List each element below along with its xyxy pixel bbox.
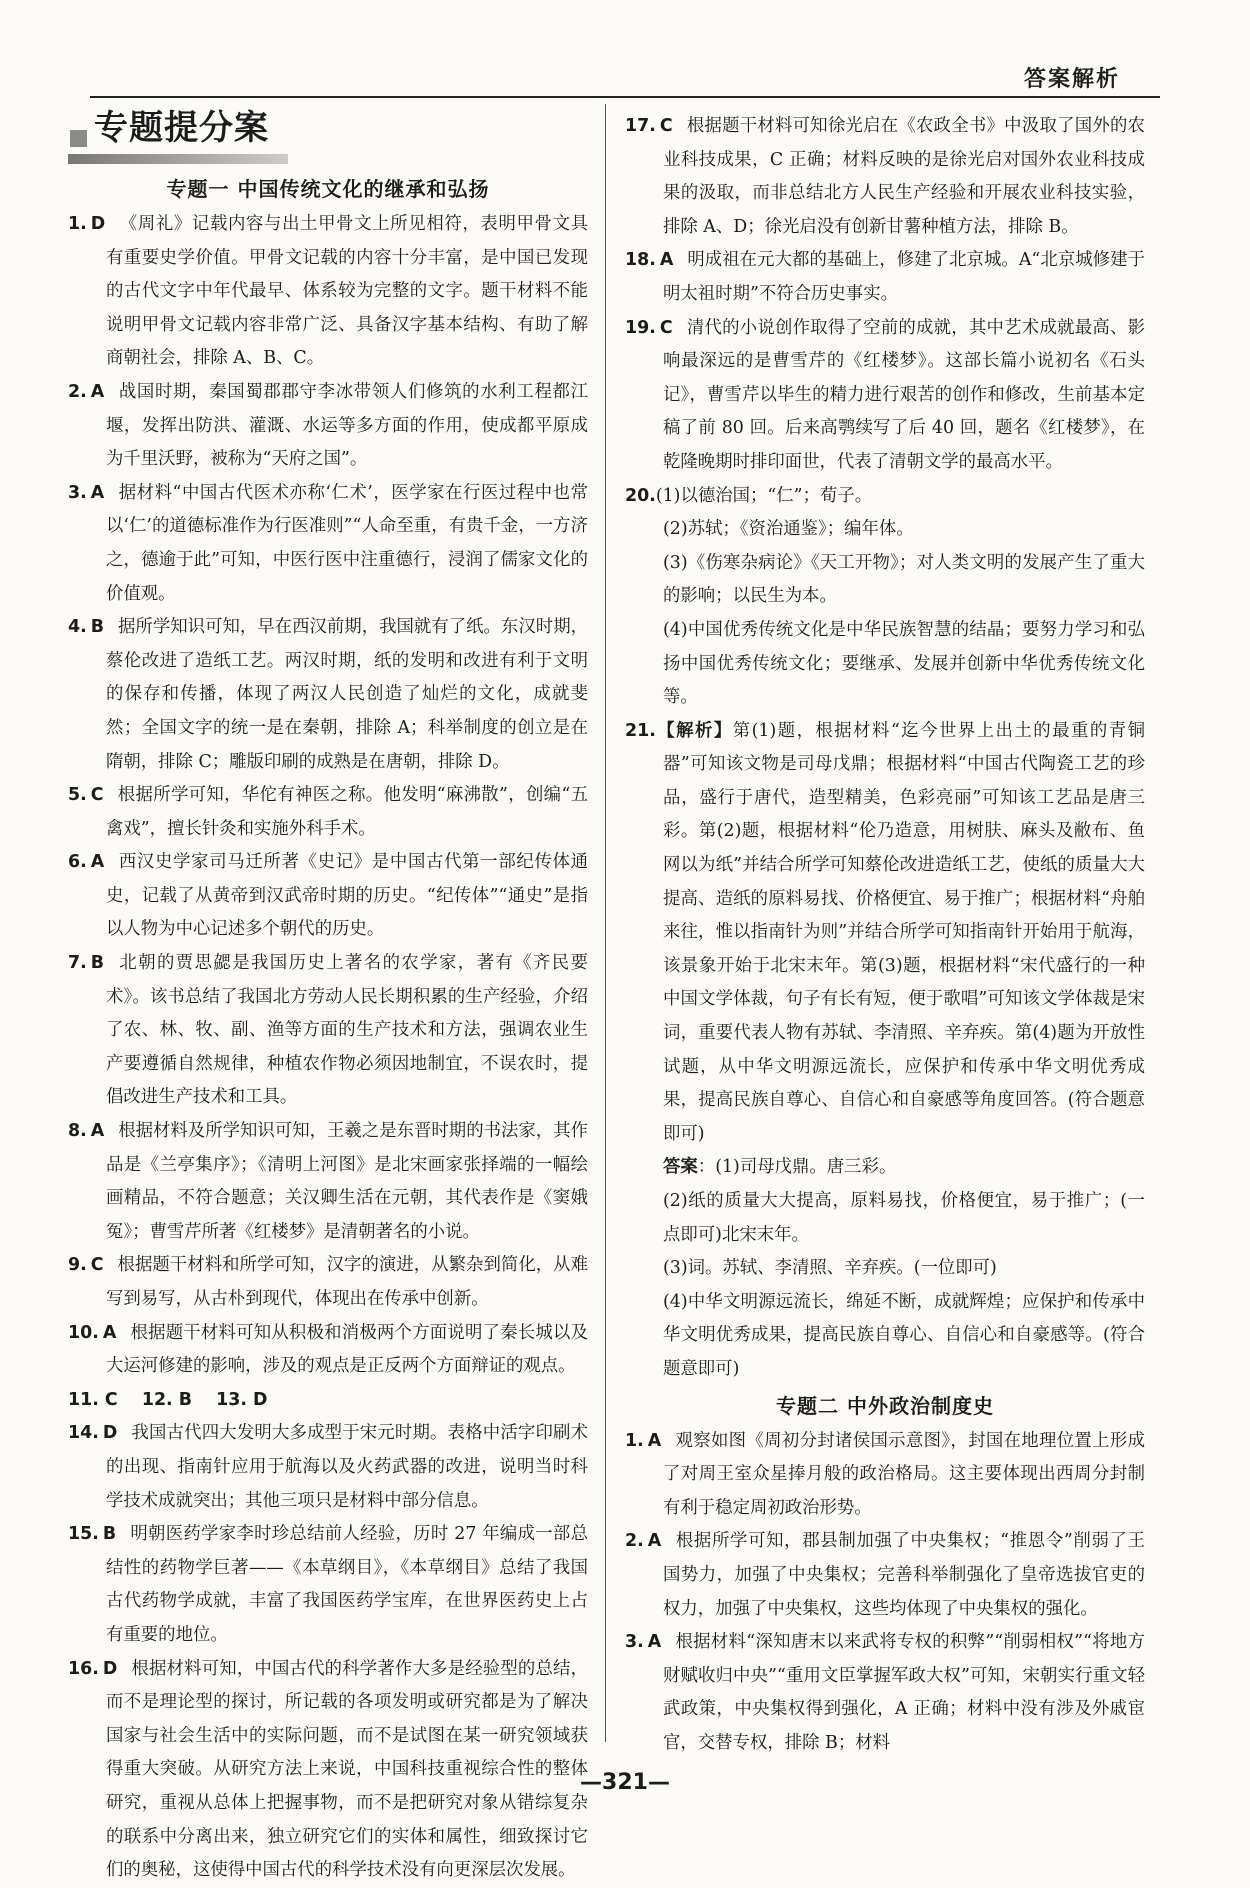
item-answer: A [90,1121,105,1142]
answer-item [68,947,588,1115]
answer-item [625,244,1145,311]
item-number: 7. [68,953,87,974]
item-line: (2)苏轼；《资治通鉴》；编年体。 [663,519,914,540]
answer-item [68,477,588,611]
item-answer: A [647,1632,662,1653]
section-banner [68,110,588,166]
item-answer: A [90,482,105,503]
item-number: 2. [625,1531,644,1552]
item-explanation: 明成祖在元大都的基础上，修建了北京城。A“北京城修建于明太祖时期”不符合历史事实。 [663,250,1145,304]
answer-item [68,1115,588,1249]
item-explanation: 根据题干材料和所学可知，汉字的演进，从繁杂到简化，从难写到易写，从古朴到现代，体现出在传承中创新。 [106,1255,588,1309]
item-explanation: 战国时期，秦国蜀郡郡守李冰带领人们修筑的水利工程都江堰，发挥出防洪、灌溉、水运等多方面的作用，使成都平原成为千里沃野，被称为“天府之国”。 [106,381,588,470]
item-answer: B [102,1524,117,1545]
item-explanation: 《周礼》记载内容与出土甲骨文上所见相符，表明甲骨文具有重要史学价值。甲骨文记载的内容十分丰富，是中国已发现的古代文字中年代最早、体系较为完整的文字。题干材料不能说明甲骨文记载内容非常广泛、具备汉字基本结构、有助了解商朝社会，排除 A、B、C。 [106,214,588,369]
answer-item [68,1249,588,1316]
answer-item [625,480,1145,514]
answer-item [68,779,588,846]
answer-line: (3)词。苏轼、李清照、辛弃疾。(一位即可) [663,1258,997,1279]
item-explanation: 我国古代四大发明大多成型于宋元时期。表格中活字印刷术的出现、指南针应用于航海以及火药武器的改进，说明当时科学技术成就突出；其他三项只是材料中部分信息。 [106,1423,588,1511]
section-title: 专题一 中国传统文化的继承和弘扬 [166,177,490,201]
answer-label: 答案 [663,1157,698,1178]
item-answer: C [90,785,104,806]
item-explanation: 观察如图《周初分封诸侯国示意图》，封国在地理位置上形成了对周王室众星捧月般的政治格局。这主要体现出西周分封制有利于稳定周初政治形势。 [663,1430,1145,1518]
item-number: 8. [68,1121,87,1142]
item-answer: C [90,1255,104,1276]
item-explanation: 根据材料及所学知识可知，王羲之是东晋时期的书法家，其作品是《兰亭集序》；《清明上河图》是北宋画家张择端的一幅绘画精品，不符合题意；关汉卿生活在元朝，其代表作是《窦娥冤》；曹雪芹所著《红楼梦》是清朝著名的小说。 [106,1121,588,1242]
item-number: 14. [68,1423,99,1444]
item-answer: C [659,317,673,338]
item-number: 15. [68,1524,99,1545]
item-explanation: 据材料“中国古代医术亦称‘仁术’，医学家在行医过程中也常以‘仁’的道德标准作为行医准则”“人命至重，有贵千金，一方济之，德逾于此”可知，中医行医中注重德行，浸润了儒家文化的价值观。 [106,482,588,604]
item-explanation: 清代的小说创作取得了空前的成就，其中艺术成就最高、影响最深远的是曹雪芹的《红楼梦》。这部长篇小说初名《石头记》，曹雪芹以毕生的精力进行艰苦的创作和修改，生前基本定稿了前 80 回。后来高鹗续写了后 40 回，题名《红楼梦》，在乾隆晚期时排印面世，代表了清朝文学的最高水平。 [663,317,1145,472]
item-number: 19. [625,317,656,338]
item-number: 1. [625,1430,644,1451]
item-number: 10. [68,1322,99,1343]
item-answer: A [102,1322,117,1343]
section-title: 专题二 中外政治制度史 [776,1393,994,1418]
left-column [68,110,588,1888]
answer-line: (4)中华文明源远流长，绵延不断，成就辉煌；应保护和传承中华文明优秀成果，提高民族自尊心、自信心和自豪感等。(符合题意即可) [663,1291,1145,1379]
banner-bar [68,154,288,164]
answer-item [68,611,588,779]
item-answer: A [90,381,105,402]
answer-line: (2)纸的质量大大提高，原料易找，价格便宜，易于推广；(一点即可)北宋末年。 [663,1191,1145,1245]
item-answer: A [647,1430,662,1451]
answer-item [625,110,1145,244]
item-explanation: 根据题干材料可知从积极和消极两个方面说明了秦长城以及大运河修建的影响，涉及的观点是正反两个方面辩证的观点。 [106,1322,588,1377]
answer-line [625,1151,1145,1185]
item-number: 21. [625,720,656,741]
item-number: 1. [68,214,87,234]
answer-item [625,715,1145,1152]
answer-item [625,1626,1145,1760]
answer-item [68,1417,588,1518]
answer-item [68,1518,588,1652]
item-line: (4)中国优秀传统文化是中华民族智慧的结晶；要努力学习和弘扬中国优秀传统文化；要继承、发展并创新中华优秀传统文化等。 [663,619,1145,708]
answer-item [625,1425,1145,1526]
item-explanation: 第(1)题，根据材料“迄今世界上出土的最重的青铜器”可知该文物是司母戊鼎；根据材料“中国古代陶瓷工艺的珍品，盛行于唐代，造型精美，色彩亮丽”可知该工艺品是唐三彩。第(2)题，根据材料“伦乃造意，用树肤、麻头及敝布、鱼网以为纸”并结合所学可知蔡伦改进造纸工艺，使纸的质量大大提高、造纸的原料易找、价格便宜、易于推广；根据材料“舟舶来往，惟以指南针为则”并结合所学可知指南针开始用于航海，该景象开始于北宋末年。第(3)题，根据材料“宋代盛行的一种中国文学体裁，句子有长有短，便于歌唱”可知该文学体裁是宋词，重要代表人物有苏轼、李清照、辛弃疾。第(4)题为开放性试题，从中华文明源远流长，应保护和传承中华文明优秀成果，提高民族自尊心、自信心和自豪感等角度回答。(符合题意即可) [663,720,1145,1144]
answer-item [625,1525,1145,1626]
item-number: 18. [625,250,656,271]
answer-item-group: 11. C 12. B 13. D [68,1389,268,1410]
item-explanation: 西汉史学家司马迁所著《史记》是中国古代第一部纪传体通史，记载了从黄帝到汉武帝时期的历史。“纪传体”“通史”是指以人物为中心记述多个朝代的历史。 [106,852,588,940]
analysis-tag: 【解析】 [655,720,733,741]
answer-item [625,312,1145,480]
header-title: 答案解析 [1023,67,1120,92]
item-answer: B [90,617,104,638]
item-answer: B [90,953,104,974]
item-number: 9. [68,1255,87,1276]
item-line: (3)《伤寒杂病论》《天工开物》；对人类文明的发展产生了重大的影响；以民生为本。 [663,552,1145,607]
item-explanation: 明朝医药学家李时珍总结前人经验，历时 27 年编成一部总结性的药物学巨著——《本草纲目》，《本草纲目》总结了我国古代药物学成就，丰富了我国医药学宝库，在世界医药史上占有重要的地位。 [106,1524,588,1645]
item-explanation: 根据所学可知，郡县制加强了中央集权；“推恩令”削弱了王国势力，加强了中央集权；完善科举制强化了皇帝选拔官吏的权力，加强了中央集权，这些均体现了中央集权的强化。 [663,1531,1145,1619]
item-number: 16. [68,1658,99,1679]
item-explanation: 根据材料可知，中国古代的科学著作大多是经验型的总结，而不是理论型的探讨，所记载的各项发明或研究都是为了解决国家与社会生活中的实际问题，而不是试图在某一研究领域获得重大突破。从研究方法上来说，中国科技重视综合性的整体研究，重视从总体上把握事物，而不是把研究对象从错综复杂的联系中分离出来，独立研究它们的实体和属性，细致探讨它们的奥秘，这使得中国古代的科学技术没有向更深层次发展。 [106,1658,588,1881]
item-line: (1)以德治国；“仁”；荀子。 [655,485,873,506]
answer-item [68,846,588,947]
page-header [90,60,1160,98]
item-answer: C [659,116,673,136]
item-explanation: 据所学知识可知，早在西汉前期，我国就有了纸。东汉时期，蔡伦改进了造纸工艺。两汉时期，纸的发明和改进有利于文明的保存和传播，体现了两汉人民创造了灿烂的文化，成就斐然；全国文字的统一是在秦朝，排除 A；科举制度的创立是在隋朝，排除 C；雕版印刷的成熟是在唐朝，排除 D。 [106,617,588,772]
item-explanation: 根据所学可知，华佗有神医之称。他发明“麻沸散”，创编“五禽戏”，擅长针灸和实施外科手术。 [106,785,588,839]
answer-item [68,208,588,376]
banner-title: 专题提分案 [94,108,269,148]
answer-item [68,376,588,477]
item-answer: D [90,214,106,234]
item-number: 20. [625,485,656,506]
item-number: 6. [68,852,87,873]
item-answer: A [659,250,674,271]
item-answer: D [102,1423,118,1444]
banner-square-icon [70,130,87,147]
page-number: —321— [580,1770,670,1795]
item-number: 17. [625,116,656,136]
item-answer: D [102,1658,118,1679]
item-explanation: 北朝的贾思勰是我国历史上著名的农学家，著有《齐民要术》。该书总结了我国北方劳动人民长期积累的生产经验，介绍了农、林、牧、副、渔等方面的生产技术和方法，强调农业生产要遵循自然规律，种植农作物必须因地制宜，不误农时，提倡改进生产技术和工具。 [106,953,588,1108]
item-answer: A [647,1531,662,1552]
item-explanation: 根据题干材料可知徐光启在《农政全书》中汲取了国外的农业科技成果，C 正确；材料反映的是徐光启对国外农业科技成果的汲取，而非总结北方人民生产经验和开展农业科技实验，排除 A、D；徐光启没有创新甘薯种植方法，排除 B。 [663,116,1145,237]
answer-item [68,1317,588,1384]
item-number: 5. [68,785,87,806]
item-number: 3. [625,1632,644,1653]
item-explanation: 根据材料“深知唐末以来武将专权的积弊”“削弱相权”“将地方财赋收归中央”“重用文臣掌握军政大权”可知，宋朝实行重文轻武政策，中央集权得到强化，A 正确；材料中没有涉及外戚宦官，交替专权，排除 B；材料 [663,1632,1145,1753]
column-divider [605,104,606,1742]
answer-text: ：(1)司母戊鼎。唐三彩。 [697,1157,897,1178]
item-number: 2. [68,381,87,402]
item-number: 3. [68,482,87,503]
item-number: 4. [68,617,87,638]
item-answer: A [90,852,105,873]
right-column [625,110,1145,1761]
